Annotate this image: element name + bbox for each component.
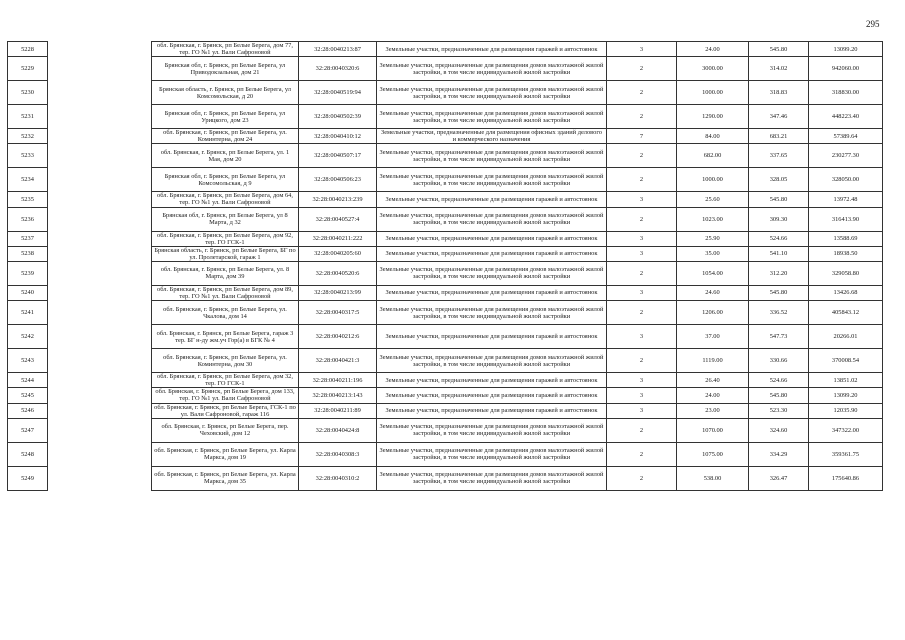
cadastral-value-table bbox=[7, 41, 883, 491]
row-number: 5229 bbox=[8, 57, 48, 81]
cadastral-value-cell: 13972.48 bbox=[809, 192, 883, 207]
land-use-cell: Земельные участки, предназначенные для размещения домов малоэтажной жилой застройки, в том числе индивидуальной жилой застройки bbox=[377, 57, 607, 81]
cadastral-value-cell: 328050.00 bbox=[809, 168, 883, 192]
table-row bbox=[8, 231, 883, 246]
cadastral-number-cell: 32:28:0040213:239 bbox=[299, 192, 377, 207]
land-use-cell: Земельные участки, предназначенные для размещения домов малоэтажной жилой застройки, в том числе индивидуальной жилой застройки bbox=[377, 418, 607, 442]
land-use-cell: Земельные участки, предназначенные для размещения гаражей и автостоянок bbox=[377, 325, 607, 349]
land-use-cell: Земельные участки, предназначенные для размещения домов малоэтажной жилой застройки, в том числе индивидуальной жилой застройки bbox=[377, 261, 607, 285]
address-cell: обл. Брянская, г. Брянск, рп Белые Берега, ул. Карла Маркса, дом 19 bbox=[152, 442, 299, 466]
group-cell: 2 bbox=[607, 168, 677, 192]
land-use-cell: Земельные участки, предназначенные для размещения гаражей и автостоянок bbox=[377, 403, 607, 418]
row-number: 5231 bbox=[8, 105, 48, 129]
row-number: 5239 bbox=[8, 261, 48, 285]
group-cell: 2 bbox=[607, 105, 677, 129]
land-use-cell: Земельные участки, предназначенные для размещения домов малоэтажной жилой застройки, в том числе индивидуальной жилой застройки bbox=[377, 105, 607, 129]
table-row bbox=[8, 442, 883, 466]
cadastral-number-cell: 32:28:0040310:2 bbox=[299, 466, 377, 490]
spacer-cell bbox=[48, 57, 152, 81]
row-number: 5228 bbox=[8, 42, 48, 57]
group-cell: 3 bbox=[607, 285, 677, 300]
address-cell: обл. Брянская, г. Брянск, рп Белые Берега, ул. 1 Мая, дом 20 bbox=[152, 144, 299, 168]
specific-value-cell: 336.52 bbox=[749, 301, 809, 325]
specific-value-cell: 547.73 bbox=[749, 325, 809, 349]
land-use-cell: Земельные участки, предназначенные для размещения гаражей и автостоянок bbox=[377, 285, 607, 300]
table-row bbox=[8, 418, 883, 442]
area-cell: 24.60 bbox=[677, 285, 749, 300]
specific-value-cell: 545.80 bbox=[749, 42, 809, 57]
area-cell: 1000.00 bbox=[677, 81, 749, 105]
group-cell: 2 bbox=[607, 442, 677, 466]
table-row bbox=[8, 349, 883, 373]
cadastral-value-cell: 316413.90 bbox=[809, 207, 883, 231]
page-number: 295 bbox=[866, 19, 880, 29]
cadastral-number-cell: 32:28:0040211:89 bbox=[299, 403, 377, 418]
specific-value-cell: 309.30 bbox=[749, 207, 809, 231]
table-row bbox=[8, 57, 883, 81]
specific-value-cell: 330.66 bbox=[749, 349, 809, 373]
land-use-cell: Земельные участки, предназначенные для размещения домов малоэтажной жилой застройки, в том числе индивидуальной жилой застройки bbox=[377, 442, 607, 466]
cadastral-value-cell: 12035.90 bbox=[809, 403, 883, 418]
specific-value-cell: 545.80 bbox=[749, 285, 809, 300]
group-cell: 3 bbox=[607, 373, 677, 388]
cadastral-number-cell: 32:28:0040507:17 bbox=[299, 144, 377, 168]
specific-value-cell: 683.21 bbox=[749, 129, 809, 144]
row-number: 5244 bbox=[8, 373, 48, 388]
address-cell: Брянская обл, г. Брянск, рп Белые Берега, ул Комсомольская, д 9 bbox=[152, 168, 299, 192]
land-use-cell: Земельные участки, предназначенные для размещения гаражей и автостоянок bbox=[377, 231, 607, 246]
group-cell: 2 bbox=[607, 81, 677, 105]
address-cell: Брянская область, г. Брянск, рп Белые Берега, ул Комсомольская, д 20 bbox=[152, 81, 299, 105]
spacer-cell bbox=[48, 261, 152, 285]
cadastral-value-cell: 13099.20 bbox=[809, 42, 883, 57]
land-use-cell: Земельные участки, предназначенные для размещения гаражей и автостоянок bbox=[377, 388, 607, 403]
cadastral-number-cell: 32:28:0040410:12 bbox=[299, 129, 377, 144]
cadastral-value-cell: 318830.00 bbox=[809, 81, 883, 105]
area-cell: 1023.00 bbox=[677, 207, 749, 231]
area-cell: 682.00 bbox=[677, 144, 749, 168]
specific-value-cell: 541.10 bbox=[749, 246, 809, 261]
cadastral-number-cell: 32:28:0040424:8 bbox=[299, 418, 377, 442]
table-row bbox=[8, 207, 883, 231]
table-row bbox=[8, 285, 883, 300]
table-row bbox=[8, 129, 883, 144]
address-cell: обл. Брянская, г. Брянск, рп Белые Берега, ул. Чкалова, дом 14 bbox=[152, 301, 299, 325]
address-cell: обл. Брянская, г. Брянск, рп Белые Берега, ул. Коминтерна, дом 30 bbox=[152, 349, 299, 373]
cadastral-number-cell: 32:28:0040308:3 bbox=[299, 442, 377, 466]
group-cell: 2 bbox=[607, 57, 677, 81]
spacer-cell bbox=[48, 129, 152, 144]
cadastral-number-cell: 32:28:0040205:60 bbox=[299, 246, 377, 261]
address-cell: обл. Брянская, г. Брянск, рп Белые Берега, дом 133, тер. ГО №1 ул. Вали Сафроновой bbox=[152, 388, 299, 403]
row-number: 5236 bbox=[8, 207, 48, 231]
cadastral-value-cell: 57389.64 bbox=[809, 129, 883, 144]
cadastral-value-cell: 13588.69 bbox=[809, 231, 883, 246]
row-number: 5243 bbox=[8, 349, 48, 373]
group-cell: 3 bbox=[607, 192, 677, 207]
area-cell: 1206.00 bbox=[677, 301, 749, 325]
cadastral-value-cell: 13426.68 bbox=[809, 285, 883, 300]
specific-value-cell: 337.65 bbox=[749, 144, 809, 168]
cadastral-number-cell: 32:28:0040211:222 bbox=[299, 231, 377, 246]
spacer-cell bbox=[48, 325, 152, 349]
address-cell: обл. Брянская, г. Брянск, рп Белые Берега, дом 64, тер. ГО №1 ул. Вали Сафроновой bbox=[152, 192, 299, 207]
row-number: 5230 bbox=[8, 81, 48, 105]
address-cell: обл. Брянская, г. Брянск, рп Белые Берега, дом 92, тер. ГО ГСК-1 bbox=[152, 231, 299, 246]
group-cell: 2 bbox=[607, 418, 677, 442]
spacer-cell bbox=[48, 388, 152, 403]
address-cell: обл. Брянская, г. Брянск, рп Белые Берега, ГСК-1 по ул. Вали Сафроновой, гараж 116 bbox=[152, 403, 299, 418]
table-row bbox=[8, 301, 883, 325]
cadastral-value-cell: 448223.40 bbox=[809, 105, 883, 129]
spacer-cell bbox=[48, 349, 152, 373]
address-cell: Брянская обл, г. Брянск, рп Белые Берега, ул 8 Марта, д 32 bbox=[152, 207, 299, 231]
specific-value-cell: 545.80 bbox=[749, 192, 809, 207]
spacer-cell bbox=[48, 168, 152, 192]
spacer-cell bbox=[48, 246, 152, 261]
specific-value-cell: 314.02 bbox=[749, 57, 809, 81]
land-use-cell: Земельные участки, предназначенные для размещения домов малоэтажной жилой застройки, в том числе индивидуальной жилой застройки bbox=[377, 81, 607, 105]
table-row bbox=[8, 105, 883, 129]
spacer-cell bbox=[48, 285, 152, 300]
cadastral-value-cell: 347322.00 bbox=[809, 418, 883, 442]
area-cell: 1000.00 bbox=[677, 168, 749, 192]
row-number: 5245 bbox=[8, 388, 48, 403]
specific-value-cell: 347.46 bbox=[749, 105, 809, 129]
specific-value-cell: 312.20 bbox=[749, 261, 809, 285]
specific-value-cell: 324.60 bbox=[749, 418, 809, 442]
row-number: 5233 bbox=[8, 144, 48, 168]
cadastral-value-cell: 13851.02 bbox=[809, 373, 883, 388]
row-number: 5237 bbox=[8, 231, 48, 246]
cadastral-number-cell: 32:28:0040212:6 bbox=[299, 325, 377, 349]
area-cell: 1054.00 bbox=[677, 261, 749, 285]
area-cell: 24.00 bbox=[677, 388, 749, 403]
land-use-cell: Земельные участки, предназначенные для размещения офисных зданий делового и коммерческого назначения bbox=[377, 129, 607, 144]
table-row bbox=[8, 325, 883, 349]
row-number: 5240 bbox=[8, 285, 48, 300]
specific-value-cell: 318.83 bbox=[749, 81, 809, 105]
address-cell: обл. Брянская, г. Брянск, рп Белые Берега, гараж 3 тер. БГ н-ду жм.уч Гор(а) в БГК № 4 bbox=[152, 325, 299, 349]
address-cell: обл. Брянская, г. Брянск, рп Белые Берега, ул. 8 Марта, дом 39 bbox=[152, 261, 299, 285]
specific-value-cell: 545.80 bbox=[749, 388, 809, 403]
table-row bbox=[8, 246, 883, 261]
table-row bbox=[8, 261, 883, 285]
area-cell: 37.00 bbox=[677, 325, 749, 349]
row-number: 5249 bbox=[8, 466, 48, 490]
group-cell: 3 bbox=[607, 42, 677, 57]
area-cell: 25.90 bbox=[677, 231, 749, 246]
cadastral-value-cell: 405843.12 bbox=[809, 301, 883, 325]
table-row bbox=[8, 42, 883, 57]
cadastral-value-cell: 359361.75 bbox=[809, 442, 883, 466]
group-cell: 3 bbox=[607, 388, 677, 403]
row-number: 5235 bbox=[8, 192, 48, 207]
cadastral-value-cell: 20266.01 bbox=[809, 325, 883, 349]
table-row bbox=[8, 144, 883, 168]
cadastral-number-cell: 32:28:0040213:143 bbox=[299, 388, 377, 403]
land-use-cell: Земельные участки, предназначенные для размещения домов малоэтажной жилой застройки, в том числе индивидуальной жилой застройки bbox=[377, 466, 607, 490]
land-use-cell: Земельные участки, предназначенные для размещения домов малоэтажной жилой застройки, в том числе индивидуальной жилой застройки bbox=[377, 144, 607, 168]
cadastral-number-cell: 32:28:0040317:5 bbox=[299, 301, 377, 325]
address-cell: обл. Брянская, г. Брянск, рп Белые Берега, ул. Коминтерна, дом 24 bbox=[152, 129, 299, 144]
spacer-cell bbox=[48, 192, 152, 207]
specific-value-cell: 328.05 bbox=[749, 168, 809, 192]
group-cell: 3 bbox=[607, 403, 677, 418]
row-number: 5234 bbox=[8, 168, 48, 192]
area-cell: 25.60 bbox=[677, 192, 749, 207]
table-row bbox=[8, 403, 883, 418]
row-number: 5232 bbox=[8, 129, 48, 144]
land-use-cell: Земельные участки, предназначенные для размещения домов малоэтажной жилой застройки, в том числе индивидуальной жилой застройки bbox=[377, 301, 607, 325]
spacer-cell bbox=[48, 42, 152, 57]
row-number: 5238 bbox=[8, 246, 48, 261]
land-use-cell: Земельные участки, предназначенные для размещения домов малоэтажной жилой застройки, в том числе индивидуальной жилой застройки bbox=[377, 349, 607, 373]
spacer-cell bbox=[48, 442, 152, 466]
land-use-cell: Земельные участки, предназначенные для размещения гаражей и автостоянок bbox=[377, 192, 607, 207]
group-cell: 3 bbox=[607, 246, 677, 261]
land-use-cell: Земельные участки, предназначенные для размещения гаражей и автостоянок bbox=[377, 42, 607, 57]
cadastral-number-cell: 32:28:0040213:87 bbox=[299, 42, 377, 57]
cadastral-number-cell: 32:28:0040527:4 bbox=[299, 207, 377, 231]
address-cell: обл. Брянская, г. Брянск, рп Белые Берега, ул. Карла Маркса, дом 35 bbox=[152, 466, 299, 490]
land-use-cell: Земельные участки, предназначенные для размещения домов малоэтажной жилой застройки, в том числе индивидуальной жилой застройки bbox=[377, 168, 607, 192]
cadastral-number-cell: 32:28:0040421:3 bbox=[299, 349, 377, 373]
group-cell: 3 bbox=[607, 231, 677, 246]
area-cell: 538.00 bbox=[677, 466, 749, 490]
cadastral-value-cell: 230277.30 bbox=[809, 144, 883, 168]
cadastral-value-cell: 175640.86 bbox=[809, 466, 883, 490]
specific-value-cell: 523.30 bbox=[749, 403, 809, 418]
row-number: 5246 bbox=[8, 403, 48, 418]
spacer-cell bbox=[48, 373, 152, 388]
area-cell: 1075.00 bbox=[677, 442, 749, 466]
spacer-cell bbox=[48, 301, 152, 325]
area-cell: 26.40 bbox=[677, 373, 749, 388]
address-cell: Брянская область, г. Брянск, рп Белые Берега, БГ по ул. Пролетарской, гараж 1 bbox=[152, 246, 299, 261]
area-cell: 35.00 bbox=[677, 246, 749, 261]
cadastral-value-cell: 329058.80 bbox=[809, 261, 883, 285]
spacer-cell bbox=[48, 466, 152, 490]
row-number: 5241 bbox=[8, 301, 48, 325]
table-row bbox=[8, 192, 883, 207]
area-cell: 1290.00 bbox=[677, 105, 749, 129]
cadastral-value-cell: 942060.00 bbox=[809, 57, 883, 81]
area-cell: 1119.00 bbox=[677, 349, 749, 373]
area-cell: 24.00 bbox=[677, 42, 749, 57]
cadastral-number-cell: 32:28:0040213:99 bbox=[299, 285, 377, 300]
land-use-cell: Земельные участки, предназначенные для размещения гаражей и автостоянок bbox=[377, 373, 607, 388]
spacer-cell bbox=[48, 231, 152, 246]
address-cell: обл. Брянская, г. Брянск, рп Белые Берега, дом 77, тер. ГО №1 ул. Вали Сафроновой bbox=[152, 42, 299, 57]
spacer-cell bbox=[48, 105, 152, 129]
group-cell: 2 bbox=[607, 466, 677, 490]
area-cell: 84.00 bbox=[677, 129, 749, 144]
spacer-cell bbox=[48, 403, 152, 418]
group-cell: 2 bbox=[607, 207, 677, 231]
address-cell: Брянская обл, г. Брянск, рп Белые Берега, ул Приводокзальная, дом 21 bbox=[152, 57, 299, 81]
table-row bbox=[8, 373, 883, 388]
table-row bbox=[8, 168, 883, 192]
land-use-cell: Земельные участки, предназначенные для размещения домов малоэтажной жилой застройки, в том числе индивидуальной жилой застройки bbox=[377, 207, 607, 231]
table-row bbox=[8, 388, 883, 403]
cadastral-number-cell: 32:28:0040506:23 bbox=[299, 168, 377, 192]
address-cell: обл. Брянская, г. Брянск, рп Белые Берега, пер. Чеховский, дом 12 bbox=[152, 418, 299, 442]
row-number: 5247 bbox=[8, 418, 48, 442]
specific-value-cell: 334.29 bbox=[749, 442, 809, 466]
table-row bbox=[8, 81, 883, 105]
group-cell: 2 bbox=[607, 349, 677, 373]
row-number: 5248 bbox=[8, 442, 48, 466]
address-cell: обл. Брянская, г. Брянск, рп Белые Берега, дом 32, тер. ГО ГСК-1 bbox=[152, 373, 299, 388]
group-cell: 2 bbox=[607, 144, 677, 168]
spacer-cell bbox=[48, 207, 152, 231]
table-body bbox=[8, 42, 883, 491]
cadastral-number-cell: 32:28:0040211:196 bbox=[299, 373, 377, 388]
row-number: 5242 bbox=[8, 325, 48, 349]
area-cell: 23.00 bbox=[677, 403, 749, 418]
cadastral-number-cell: 32:28:0040519:94 bbox=[299, 81, 377, 105]
cadastral-value-cell: 13099.20 bbox=[809, 388, 883, 403]
address-cell: обл. Брянская, г. Брянск, рп Белые Берега, дом 89, тер. ГО №1 ул. Вали Сафроновой bbox=[152, 285, 299, 300]
cadastral-number-cell: 32:28:0040320:6 bbox=[299, 57, 377, 81]
group-cell: 3 bbox=[607, 325, 677, 349]
group-cell: 7 bbox=[607, 129, 677, 144]
spacer-cell bbox=[48, 418, 152, 442]
area-cell: 1070.00 bbox=[677, 418, 749, 442]
specific-value-cell: 524.66 bbox=[749, 231, 809, 246]
group-cell: 2 bbox=[607, 261, 677, 285]
cadastral-number-cell: 32:28:0040502:39 bbox=[299, 105, 377, 129]
group-cell: 2 bbox=[607, 301, 677, 325]
spacer-cell bbox=[48, 81, 152, 105]
spacer-cell bbox=[48, 144, 152, 168]
cadastral-number-cell: 32:28:0040520:6 bbox=[299, 261, 377, 285]
specific-value-cell: 524.66 bbox=[749, 373, 809, 388]
area-cell: 3000.00 bbox=[677, 57, 749, 81]
land-use-cell: Земельные участки, предназначенные для размещения гаражей и автостоянок bbox=[377, 246, 607, 261]
specific-value-cell: 326.47 bbox=[749, 466, 809, 490]
cadastral-value-cell: 370008.54 bbox=[809, 349, 883, 373]
cadastral-value-cell: 18938.50 bbox=[809, 246, 883, 261]
table-row bbox=[8, 466, 883, 490]
address-cell: Брянская обл, г. Брянск, рп Белые Берега, ул Урицкого, дом 23 bbox=[152, 105, 299, 129]
